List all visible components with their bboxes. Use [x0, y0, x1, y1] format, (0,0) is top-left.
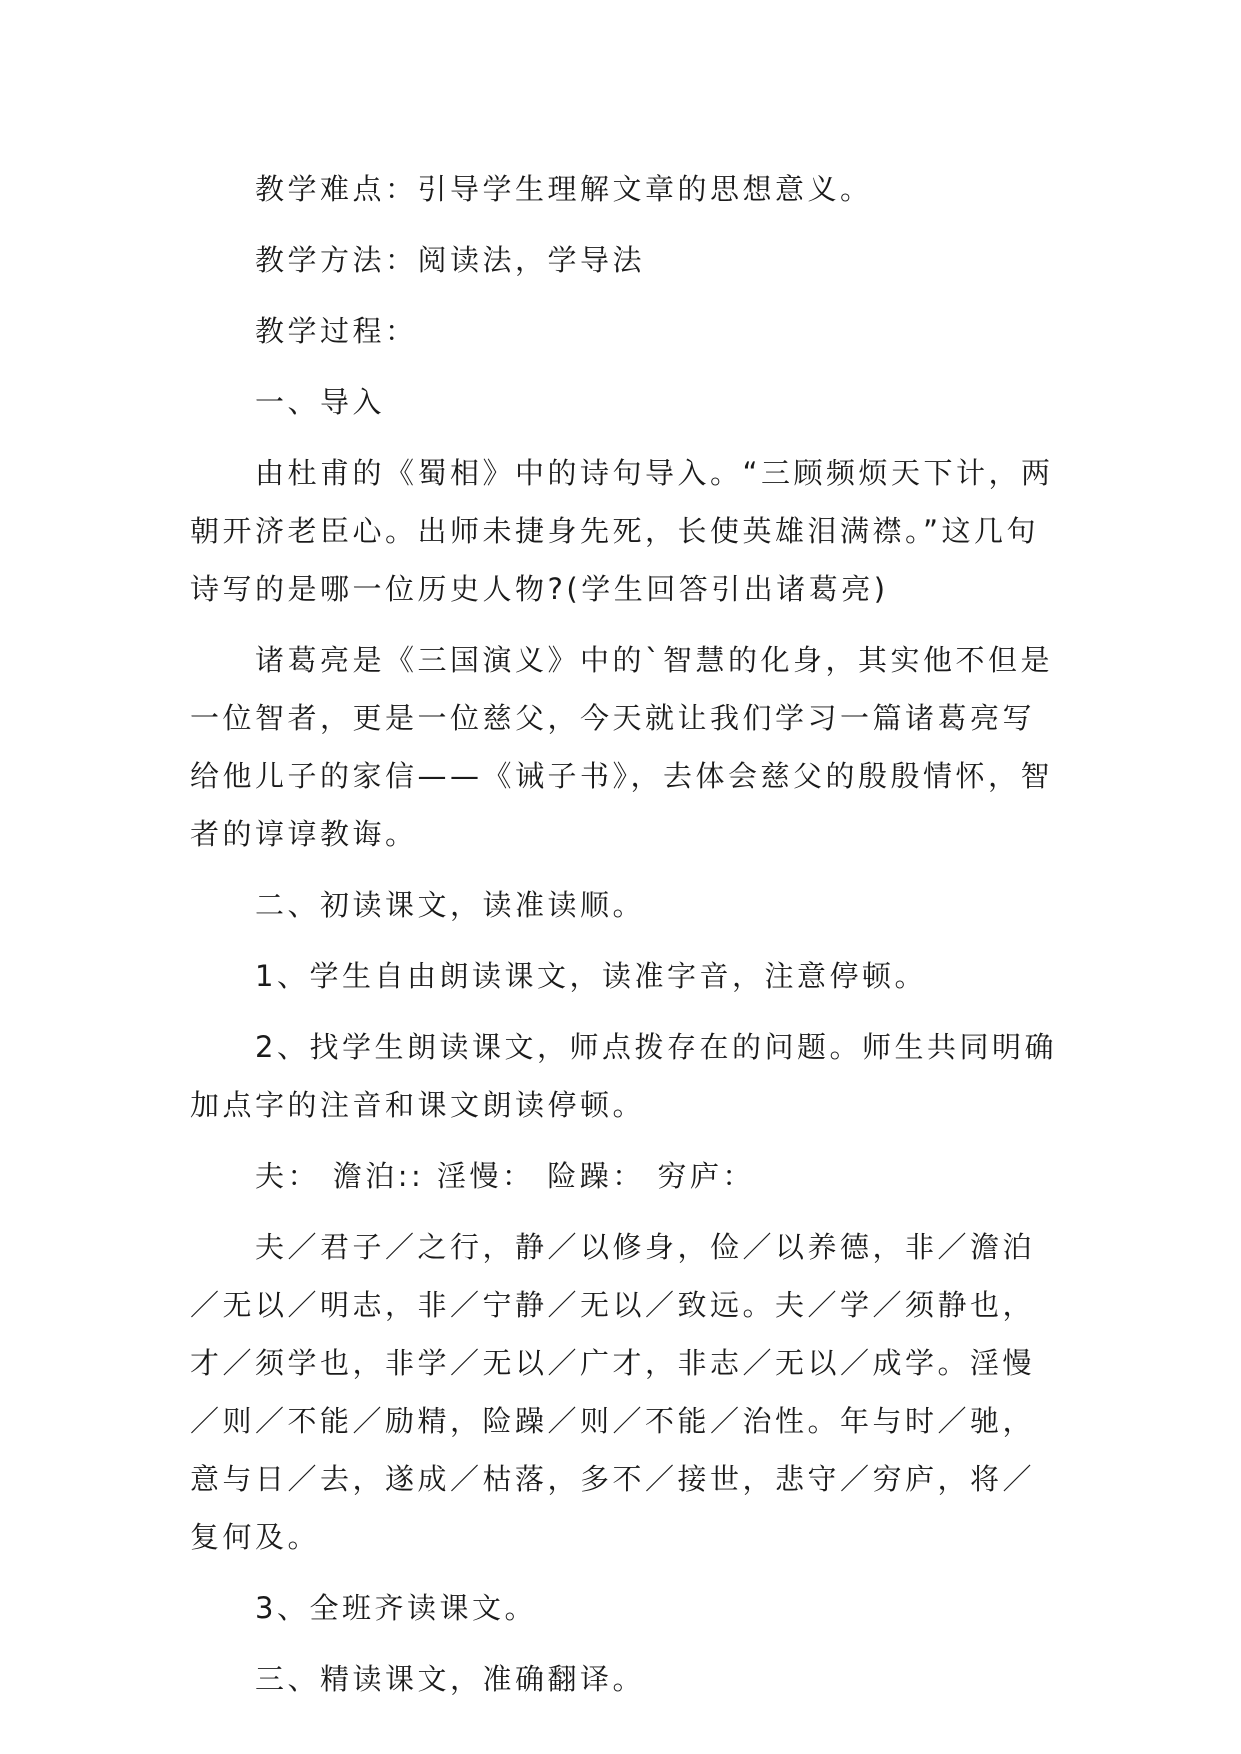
list-item-step-2: 2、找学生朗读课文，师点拨存在的问题。师生共同明确加点字的注音和课文朗读停顿。 [190, 1030, 1057, 1122]
paragraph-poem-introduction: 由杜甫的《蜀相》中的诗句导入。“三顾频烦天下计，两朝开济老臣心。出师未捷身先死，长使英雄泪满襟。”这几句诗写的是哪一位历史人物?(学生回答引出诸葛亮) [190, 456, 1054, 606]
section-heading-introduction: 一、导入 [255, 385, 386, 419]
document-body [190, 160, 1060, 1708]
paragraph-pronunciation-words: 夫： 澹泊:: 淫慢： 险躁： 穷庐： [255, 1159, 755, 1193]
section-heading-first-reading: 二、初读课文，读准读顺。 [255, 888, 646, 922]
paragraph-teaching-method: 教学方法：阅读法，学导法 [255, 243, 646, 277]
section-heading-close-reading: 三、精读课文，准确翻译。 [255, 1662, 646, 1696]
paragraph-zhuge-liang: 诸葛亮是《三国演义》中的`智慧的化身，其实他不但是一位智者，更是一位慈父，今天就让我们学习一篇诸葛亮写给他儿子的家信——《诫子书》，去体会慈父的殷殷情怀，智者的谆谆教诲。 [190, 643, 1054, 851]
paragraph-text-with-pauses: 夫／君子／之行，静／以修身，俭／以养德，非／澹泊／无以／明志，非／宁静／无以／致远。夫／学／须静也，才／须学也，非学／无以／广才，非志／无以／成学。淫慢／则／不能／励精，险躁／则／不能／治性。年与时／驰，意与日／去，遂成／枯落，多不／接世，悲守／穷庐，将／复何及。 [190, 1230, 1036, 1554]
list-item-step-1: 1、学生自由朗读课文，读准字音，注意停顿。 [255, 959, 927, 993]
paragraph-teaching-process: 教学过程： [255, 314, 418, 348]
list-item-step-3: 3、全班齐读课文。 [255, 1591, 537, 1625]
paragraph-teaching-difficulty: 教学难点：引导学生理解文章的思想意义。 [255, 172, 873, 206]
